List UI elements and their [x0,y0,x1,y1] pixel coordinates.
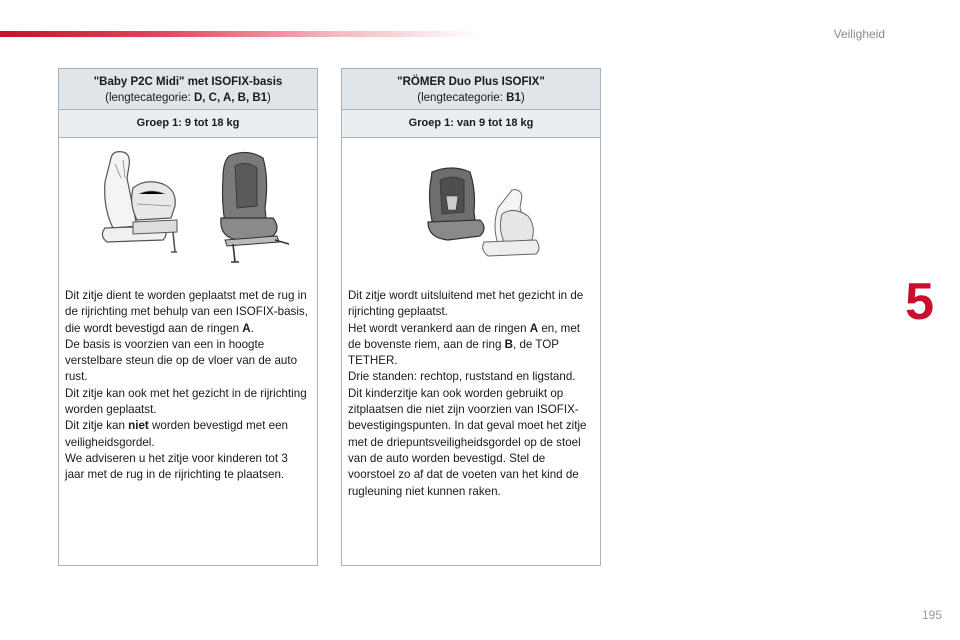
car-seat-dark-icon [199,148,299,268]
car-seat-rear-facing-icon [93,148,193,258]
left-panel-group: Groep 1: 9 tot 18 kg [59,110,317,138]
left-panel-header [59,69,317,110]
left-panel-category: (lengtecategorie: D, C, A, B, B1) [105,92,271,104]
left-body-para-1: Dit zitje dient te worden geplaatst met de rug in de rijrichting met behulp van een ISOFIX-basis, die wordt bevestigd aan de ringen A. [65,289,308,335]
car-seat-outline-icon [476,186,546,266]
left-body-para-3: Dit zitje kan ook met het gezicht in de rijrichting worden geplaatst. [65,386,307,417]
right-body-para-1: Dit zitje wordt uitsluitend met het gezicht in de rijrichting geplaatst. [348,289,584,319]
right-body-para-3: Drie standen: rechtop, ruststand en ligstand. [348,370,576,384]
left-body-para-5: We adviseren u het zitje voor kinderen tot 3 jaar met de rug in de rijrichting te plaatsen. [65,451,288,482]
page-number: 195 [921,608,942,622]
right-panel-group: Groep 1: van 9 tot 18 kg [342,110,600,138]
right-panel-body [342,288,600,500]
section-title: Veiligheid [833,27,885,41]
left-panel-body [59,288,317,484]
right-panel-header [342,69,600,110]
top-accent-bar [0,31,480,37]
right-panel-title: "RÖMER Duo Plus ISOFIX" [397,76,545,88]
left-panel-title: "Baby P2C Midi" met ISOFIX-basis [93,76,283,88]
left-body-para-2: De basis is voorzien van een in hoogte verstelbare steun die op de vloer van de auto rust. [65,337,298,384]
chapter-number: 5 [905,273,934,331]
left-seat-panel [58,68,318,566]
right-panel-illustration [342,138,600,288]
right-seat-panel [341,68,601,566]
right-body-para-4: Dit kinderzitje kan ook worden gebruikt op zitplaatsen die niet zijn voorzien van ISOFIX-bevestigingspunten. In dat geval moet het zitje met de driepuntsveiligheidsgordel op de stoel van de auto worden bevestigd. Stel de voorstoel zo af dat de voeten van het kind de rugleuning niet kunnen raken. [348,386,587,498]
left-panel-illustration [59,138,317,288]
left-body-para-4: Dit zitje kan niet worden bevestigd met een veiligheidsgordel. [65,419,288,449]
right-body-para-2: Het wordt verankerd aan de ringen A en, met de bovenste riem, aan de ring B, de TOP TETHER. [348,321,581,368]
right-panel-category: (lengtecategorie: B1) [417,92,525,104]
